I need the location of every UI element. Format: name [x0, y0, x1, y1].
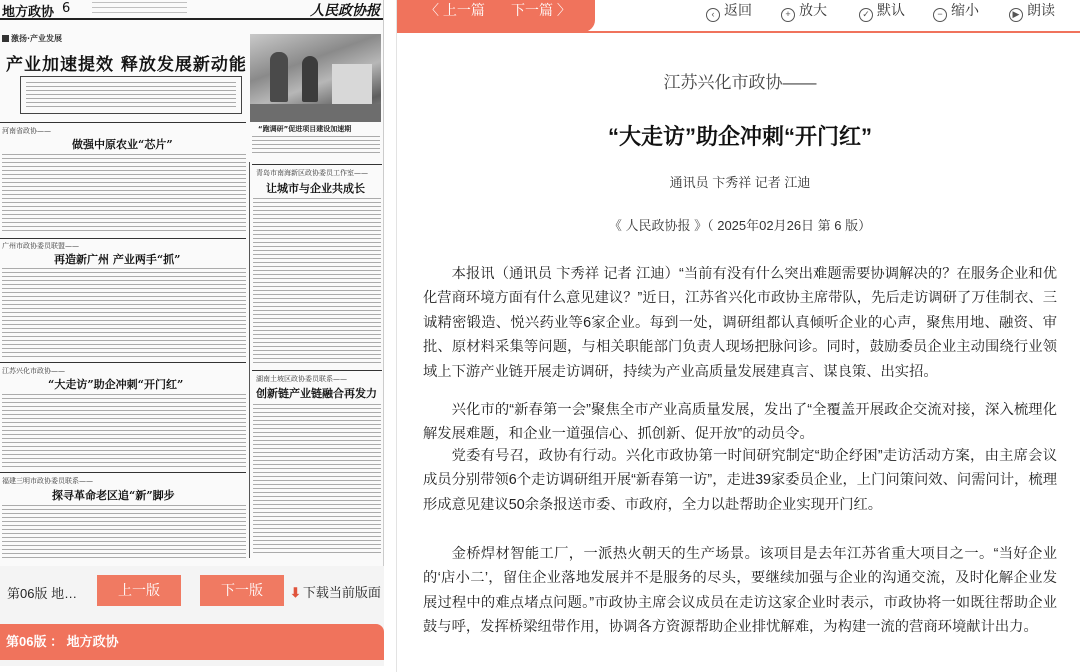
article-headline-5[interactable]: 创新链产业链融合再发力	[256, 387, 377, 400]
article-source: 《 人民政协报 》（ 2025年02月26日 第 6 版）	[608, 218, 872, 233]
article-byline: 通讯员 卞秀祥 记者 江迪	[669, 175, 811, 190]
page-number: 6	[62, 1, 71, 16]
prev-page-button[interactable]: 上一版	[97, 575, 181, 606]
article-paragraph: 兴化市的“新春第一会”聚焦全市产业高质量发展，发出了“全覆盖开展政企交流对接，深入梳理化解发展难题，和企业一道强信心、抓创新、促开放”的动员令。	[423, 402, 1057, 443]
check-icon: ✓	[859, 8, 873, 22]
zoom-out-icon: −	[933, 8, 947, 22]
article-paragraph: 党委有号召，政协有行动。兴化市政协第一时间研究制定“助企纾困”走访活动方案，由主席会议成员分别带领6个走访调研组开展“新春第一访”，走进39家委员企业，上门问策问效、问需问计，梳理形成意见建议50余条报送市委、市政府，全力以赴帮助企业实现开门红。	[423, 448, 1057, 513]
page-pager	[0, 575, 384, 607]
article-kicker: 湖南土坡区政协委员联系——	[256, 375, 347, 383]
photo-caption: “跑调研”促进项目建设加速期	[258, 125, 352, 133]
header-fine-print	[92, 2, 187, 16]
play-icon: ▶	[1009, 8, 1023, 22]
default-size-button[interactable]: ✓ 默认	[859, 0, 905, 32]
article-panel	[396, 0, 1080, 672]
article-headline-1[interactable]: 做强中原农业“芯片”	[72, 138, 173, 151]
article-kicker: 江苏兴化市政协——	[2, 367, 65, 375]
back-button[interactable]: ‹ 返回	[706, 0, 752, 32]
article-headline-2[interactable]: 再造新广州 产业两手“抓”	[54, 253, 181, 266]
prev-article-button[interactable]: 〈 上一篇	[425, 2, 485, 18]
article-paragraph: 金桥焊材智能工厂，一派热火朝天的生产场景。该项目是去年江苏省重大项目之一。“当好企业的‘店小二’，留住企业落地发展并不是服务的尽头，要继续加强与企业的沟通交流，及时化解企业发展过程中的难点堵点问题。”市政协主席会议成员在走访这家企业时表示，市政协将一如既往帮助企业鼓与呼，发挥桥梁纽带作用，协调各方资源帮助企业排忧解难，为构建一流的营商环境献计出力。	[423, 546, 1057, 636]
page-panel	[0, 0, 384, 672]
next-article-button[interactable]: 下一篇 〉	[511, 2, 571, 18]
zoom-in-button[interactable]: + 放大	[781, 0, 827, 32]
page-header	[0, 0, 384, 20]
newspaper-page-image[interactable]	[0, 0, 384, 566]
page-topic-tag: 激扬·产业发展	[2, 33, 62, 44]
section-bar[interactable]: 第06版 ： 地方政协	[0, 624, 384, 660]
article-pretitle: 江苏兴化市政协——	[663, 73, 817, 92]
read-aloud-button[interactable]: ▶ 朗读	[1009, 0, 1055, 32]
zoom-in-icon: +	[781, 8, 795, 22]
article-title: “大走访”助企冲刺“开门红”	[607, 124, 872, 149]
download-icon: ⬇	[290, 585, 301, 600]
article-kicker: 广州市政协委员联盟——	[2, 242, 79, 250]
download-label: 下载当前版面	[302, 585, 381, 600]
article-paragraph: 本报讯（通讯员 卞秀祥 记者 江迪）“当前有没有什么突出难题需要协调解决的？在服务企业和优化营商环境方面有什么意见建议？”近日，江苏省兴化市政协主席带队，先后走访调研了万佳制衣、三诚精密锻造、悦兴药业等6家企业。每到一处，调研组都认真倾听企业的心声，聚焦用地、融资、审批、原材料采集等问题，与相关职能部门负责人现场把脉问诊。同时，鼓励委员企业主动围绕行业领域上下游产业链开展走访调研，持续为产业高质量发展建真言、谋良策、出实招。	[423, 266, 1057, 380]
zoom-out-button[interactable]: − 缩小	[933, 0, 979, 32]
article-headline-4[interactable]: “大走访”助企冲刺“开门红”	[48, 378, 184, 391]
edition-label[interactable]: 第06版 地…	[7, 586, 78, 601]
news-photo[interactable]	[250, 34, 381, 122]
article-headline-3[interactable]: 让城市与企业共成长	[266, 182, 365, 195]
article-kicker: 福建三明市政协委员联系——	[2, 477, 93, 485]
download-page-link[interactable]	[290, 582, 381, 601]
page-main-headline: 产业加速提效 释放发展新动能	[6, 55, 247, 75]
article-kicker: 青岛市南海新区政协委员工作室——	[256, 169, 368, 177]
reader-toolbar	[397, 0, 1080, 33]
article-kicker: 河南省政协——	[2, 127, 51, 135]
article-nav-tab	[397, 0, 595, 32]
page-section-name: 地方政协	[2, 5, 55, 20]
masthead-logo: 人民政协报	[310, 3, 380, 19]
next-page-button[interactable]: 下一版	[200, 575, 284, 606]
back-icon: ‹	[706, 8, 720, 22]
article-headline-6[interactable]: 探寻革命老区追“新”脚步	[52, 489, 175, 502]
